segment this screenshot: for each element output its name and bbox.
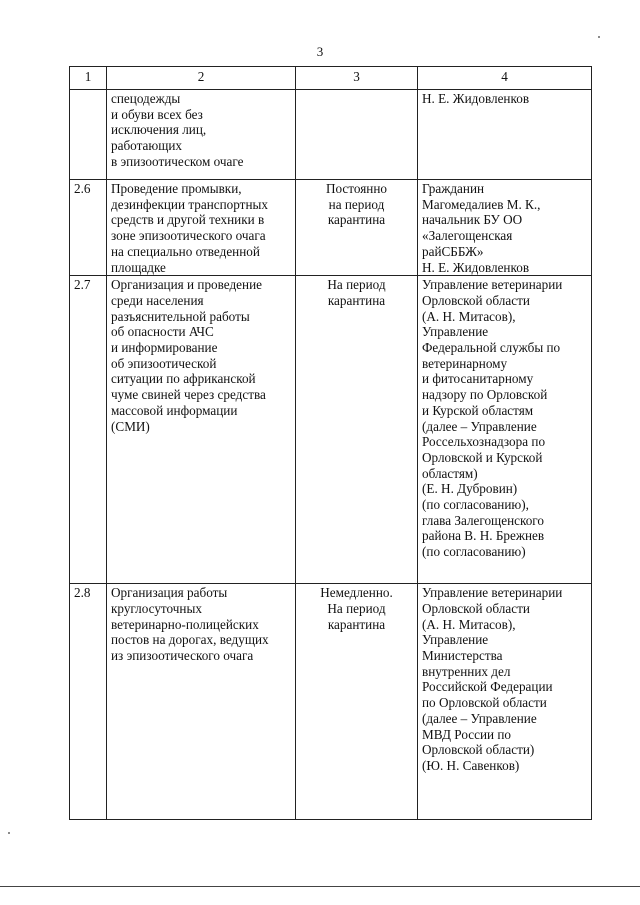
table-row (70, 180, 592, 276)
measure-text-line: круглосуточных (111, 600, 202, 616)
responsible-text-line: глава Залегощенского (422, 512, 544, 528)
measure-text-line: среди населения (111, 292, 204, 308)
scan-speck (8, 832, 10, 834)
period-cell (296, 180, 418, 276)
table-row (70, 90, 592, 180)
measure-text-line: и информирование (111, 340, 218, 356)
measure-text-line: разъяснительной работы (111, 308, 250, 324)
measure-text-line: исключения лиц, (111, 122, 207, 138)
row-number-cell: 2.6 (70, 180, 107, 276)
row-number-cell: 2.7 (70, 276, 107, 584)
responsible-cell (418, 276, 592, 584)
responsible-text-line: Управление (422, 632, 489, 648)
responsible-text-line: (далее – Управление (422, 710, 537, 726)
responsible-text-line: (далее – Управление (422, 418, 537, 434)
period-cell (296, 90, 418, 180)
responsible-text-line: Магомедалиев М. К., (422, 196, 541, 212)
measure-text-line: ситуации по африканской (111, 371, 256, 387)
responsible-text-line: (Ю. Н. Савенков) (422, 757, 520, 773)
responsible-text-line: Н. Е. Жидовленков (422, 259, 530, 275)
measures-table (69, 66, 592, 820)
period-text-line: На период (327, 600, 386, 616)
header-cell-4: 4 (418, 67, 592, 90)
responsible-text-line: Управление (422, 324, 489, 340)
measure-cell (107, 276, 296, 584)
measure-cell (107, 584, 296, 820)
responsible-text-line: Федеральной службы по (422, 340, 561, 356)
responsible-cell (418, 90, 592, 180)
measure-text-line: работающих (111, 138, 183, 154)
row-number-cell (70, 90, 107, 180)
responsible-text-line: начальник БУ ОО (422, 212, 523, 228)
measure-text-line: об эпизоотической (111, 355, 217, 371)
responsible-text-line: Орловской области (422, 292, 530, 308)
period-text-line: На период (327, 277, 386, 293)
measure-text-line: ветеринарно-полицейских (111, 616, 259, 632)
measure-text-line: постов на дорогах, ведущих (111, 632, 269, 648)
responsible-text-line: Управление ветеринарии (422, 585, 563, 601)
page-number: 3 (316, 44, 324, 59)
measure-text-line: спецодежды (111, 91, 181, 106)
responsible-text-line: (по согласованию), (422, 497, 529, 513)
responsible-text-line: Гражданин (422, 181, 485, 196)
row-number-cell: 2.8 (70, 584, 107, 820)
measure-text-line: Проведение промывки, (111, 181, 242, 196)
responsible-text-line: (А. Н. Митасов), (422, 308, 516, 324)
measure-cell (107, 90, 296, 180)
responsible-text-line: и Курской областям (422, 402, 534, 418)
measure-text-line: Организация и проведение (111, 277, 262, 293)
period-text-line: карантина (327, 292, 386, 308)
measure-text-line: зоне эпизоотического очага (111, 228, 266, 244)
measure-text-line: в эпизоотическом очаге (111, 153, 244, 169)
responsible-cell (418, 180, 592, 276)
period-text-line: карантина (327, 616, 386, 632)
responsible-text-line: Управление ветеринарии (422, 277, 563, 293)
responsible-text-line: областям) (422, 465, 478, 481)
period-text-line: карантина (327, 212, 386, 228)
responsible-text-line: (Е. Н. Дубровин) (422, 481, 518, 497)
table-header-row (70, 67, 592, 90)
measure-text-line: и обуви всех без (111, 106, 203, 122)
responsible-text-line: райСББЖ» (422, 243, 484, 259)
responsible-text-line: Орловской и Курской (422, 449, 543, 465)
measure-text-line: (СМИ) (111, 418, 150, 434)
responsible-text-line: надзору по Орловской (422, 387, 548, 403)
responsible-text-line: по Орловской области (422, 695, 547, 711)
scan-speck (598, 36, 600, 38)
period-cell (296, 584, 418, 820)
measure-text-line: массовой информации (111, 402, 238, 418)
header-cell-2: 2 (107, 67, 296, 90)
measure-text-line: об опасности АЧС (111, 324, 214, 340)
measure-text-line: чуме свиней через средства (111, 387, 266, 403)
responsible-text-line: Орловской области (422, 600, 530, 616)
measure-text-line: дезинфекции транспортных (111, 196, 268, 212)
responsible-text-line: (по согласованию) (422, 544, 526, 560)
header-cell-3: 3 (296, 67, 418, 90)
measure-cell (107, 180, 296, 276)
header-cell-1: 1 (70, 67, 107, 90)
responsible-text-line: района В. Н. Брежнев (422, 528, 545, 544)
measure-text-line: площадке (111, 259, 166, 275)
responsible-text-line: ветеринарному (422, 355, 508, 371)
responsible-text-line: МВД России по (422, 726, 512, 742)
responsible-text-line: (А. Н. Митасов), (422, 616, 516, 632)
table-row (70, 276, 592, 584)
responsible-text-line: «Залегощенская (422, 228, 513, 244)
period-text-line: Постоянно (325, 181, 387, 196)
responsible-text-line: Н. Е. Жидовленков (422, 91, 530, 106)
table-row (70, 584, 592, 820)
responsible-cell (418, 584, 592, 820)
responsible-text-line: Россельхознадзора по (422, 434, 546, 450)
responsible-text-line: и фитосанитарному (422, 371, 534, 387)
measure-text-line: из эпизоотического очага (111, 648, 254, 664)
page-bottom-rule (0, 886, 640, 887)
measure-text-line: на специально отведенной (111, 243, 260, 259)
period-text-line: Немедленно. (320, 585, 393, 601)
period-text-line: на период (328, 196, 385, 212)
responsible-text-line: Министерства (422, 648, 503, 664)
responsible-text-line: Орловской области) (422, 742, 535, 758)
period-cell (296, 276, 418, 584)
measure-text-line: Организация работы (111, 585, 228, 601)
responsible-text-line: внутренних дел (422, 663, 511, 679)
measure-text-line: средств и другой техники в (111, 212, 265, 228)
responsible-text-line: Российской Федерации (422, 679, 553, 695)
